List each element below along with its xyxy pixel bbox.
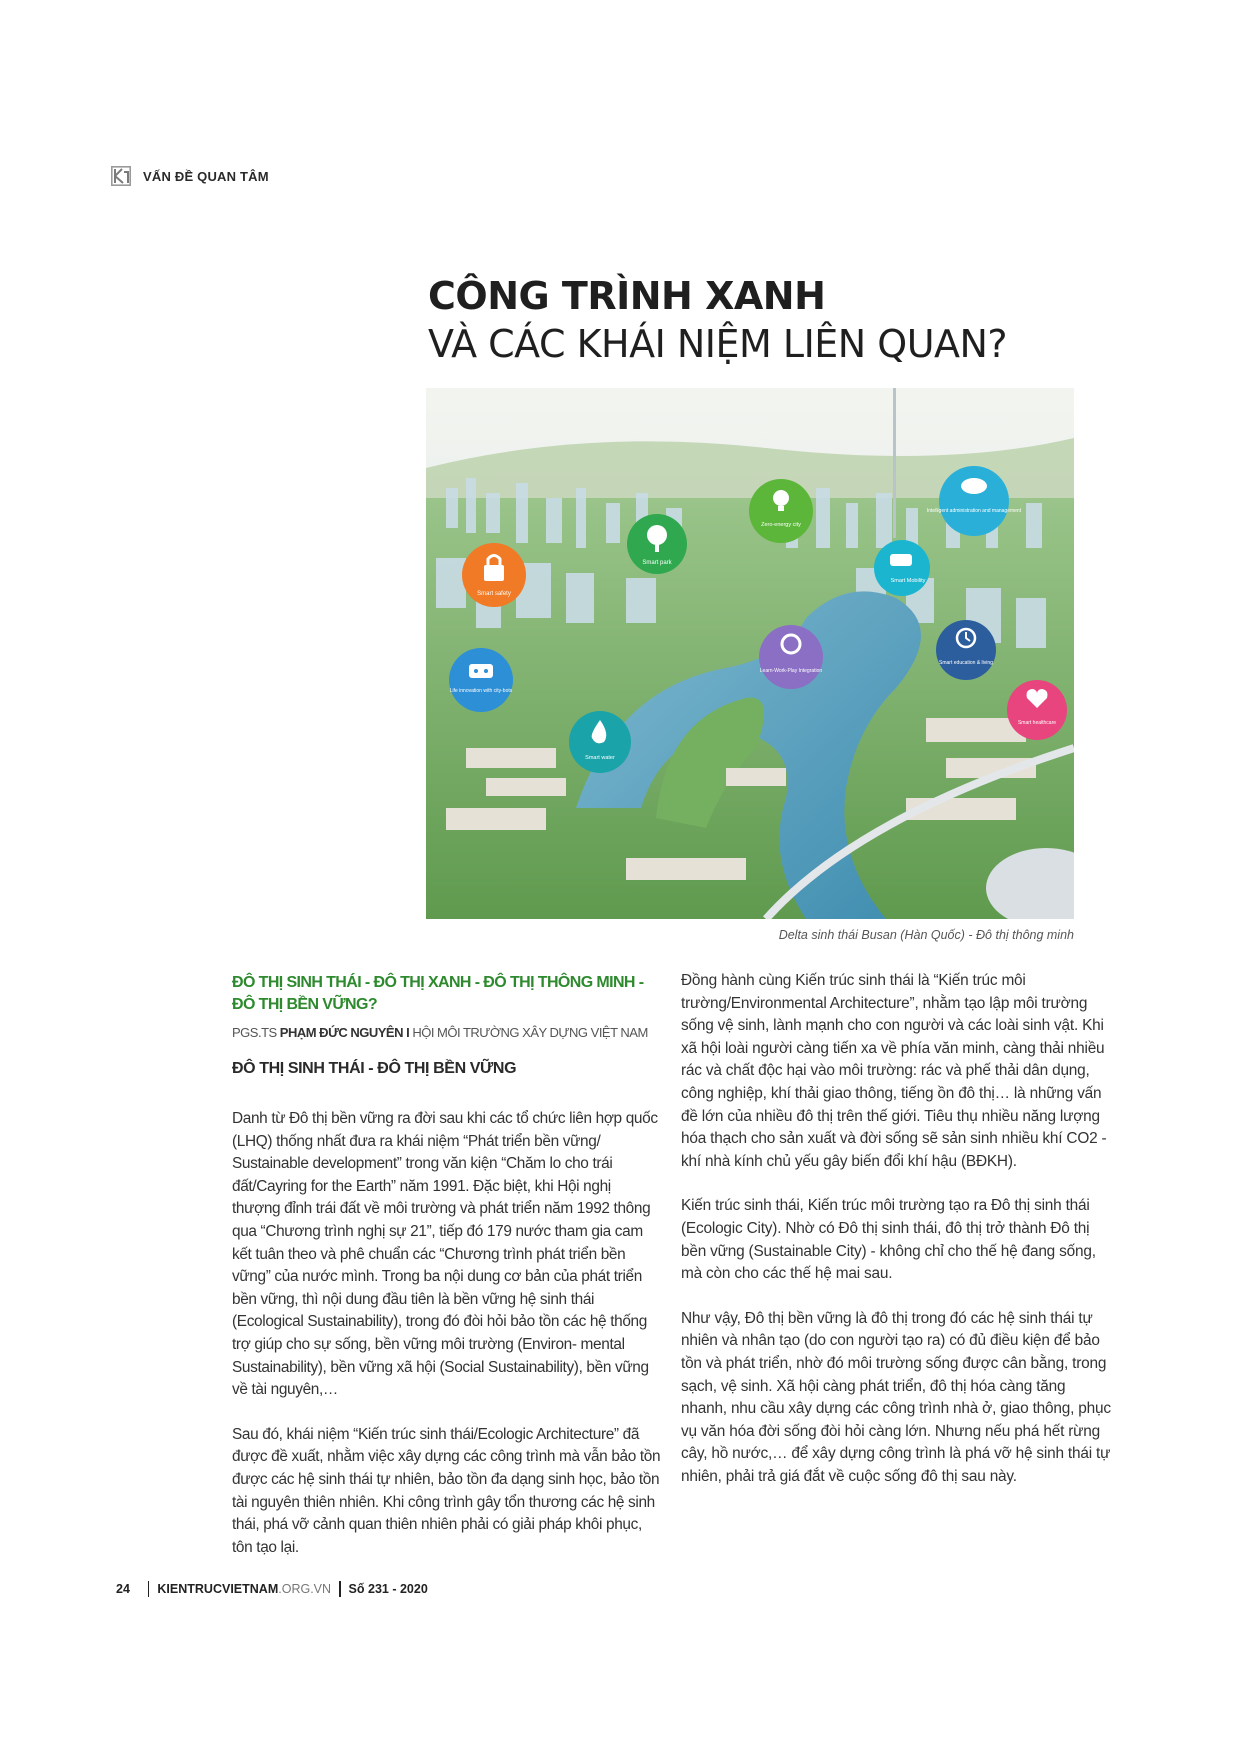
hero-image xyxy=(426,388,1074,919)
pin-label: Intelligent administration and management xyxy=(926,508,1022,514)
page-number: 24 xyxy=(116,1582,130,1596)
author-affiliation: HỘI MÔI TRƯỜNG XÂY DỰNG VIỆT NAM xyxy=(409,1025,648,1040)
pin-smart-park xyxy=(627,514,687,574)
footer-divider xyxy=(148,1581,150,1597)
pin-zero-energy-city xyxy=(749,479,813,543)
author-name: PHẠM ĐỨC NGUYÊN I xyxy=(279,1025,410,1040)
footer-divider xyxy=(339,1581,341,1597)
pin-label: Smart water xyxy=(585,755,615,761)
site-domain: .ORG.VN xyxy=(278,1582,332,1596)
author-prefix: PGS.TS xyxy=(232,1025,280,1040)
paragraph: Kiến trúc sinh thái, Kiến trúc môi trường tạo ra Đô thị sinh thái (Ecologic City). Nhờ có Đô thị sinh thái, đô thị trở thành Đô thị bền vững (Sustainable City) - không chỉ cho thế hệ đang sống, mà còn cho các thế hệ mai sau. xyxy=(681,1197,1096,1283)
paragraph: Sau đó, khái niệm “Kiến trúc sinh thái/Ecologic Architecture” đã được đề xuất, nhằm việc xây dựng các công trình mà vẫn bảo tồn được các hệ sinh thái tự nhiên, bảo tồn đa dạng sinh học, bảo tồn tài nguyên thiên nhiên. Khi công trình gây tổn thương các hệ sinh thái, phá vỡ cảnh quan thiên nhiên phải có giải pháp khôi phục, tôn tạo lại. xyxy=(232,1425,661,1556)
magazine-logo-icon xyxy=(111,166,131,186)
paragraph: Danh từ Đô thị bền vững ra đời sau khi các tổ chức liên hợp quốc (LHQ) thống nhất đưa ra khái niệm “Phát triển bền vững/ Sustainable development” trong văn kiện “Chăm lo cho trái đất/Cayring for the Earth” năm 1991. Đặc biệt, khi Hội nghị thượng đỉnh trái đất về môi trường và phát triển năm 1992 thông qua “Chương trình nghị sự 21”, tiếp đó 179 nước tham gia cam kết tuân theo và phê chuẩn các “Chương trình phát triển bền vững” của nước mình. Trong ba nội dung cơ bản của phát triển bền vững, thì nội dung đầu tiên là bền vững hệ sinh thái (Ecological Sustainability), trong đó đòi hỏi bảo tồn các hệ thống trợ giúp cho sự sống, bền vững môi trường (Environ- mental Sustainability), bền vững xã hội (Social Sustainability), bền vững về tài nguyên,… xyxy=(232,1110,658,1399)
pin-smart-water xyxy=(569,711,631,773)
body-column-right xyxy=(681,970,1111,1510)
pin-label: Learn-Work-Play Integration xyxy=(759,668,823,674)
pin-label: Smart park xyxy=(642,560,672,566)
section-label: VẤN ĐỀ QUAN TÂM xyxy=(143,168,269,184)
pin-label: Smart safety xyxy=(477,591,511,597)
pin-label: Smart Mobility xyxy=(890,578,926,584)
pin-smart-healthcare xyxy=(1007,680,1067,740)
site-name: KIENTRUCVIETNAM xyxy=(157,1582,279,1596)
body-column-left xyxy=(232,1108,662,1581)
footer-site xyxy=(157,1582,331,1596)
article-title xyxy=(428,272,1007,368)
byline xyxy=(232,1025,662,1040)
pin-label: Zero-energy city xyxy=(761,522,801,528)
pin-label: Smart healthcare xyxy=(1017,720,1057,726)
pin-label: Smart education & living xyxy=(939,660,993,666)
title-line-2: VÀ CÁC KHÁI NIỆM LIÊN QUAN? xyxy=(428,322,1008,366)
issue-number: Số 231 - 2020 xyxy=(348,1582,428,1596)
title-line-1: CÔNG TRÌNH XANH xyxy=(428,274,826,318)
pin-smart-safety xyxy=(462,543,526,607)
section-header xyxy=(111,166,269,186)
pin-smart-education-living xyxy=(936,620,996,680)
page-footer xyxy=(116,1581,428,1597)
article-kicker: ĐÔ THỊ SINH THÁI - ĐÔ THỊ XANH - ĐÔ THỊ THÔNG MINH - ĐÔ THỊ BỀN VỮNG? xyxy=(232,974,644,1013)
pin-learn-work-play xyxy=(759,625,823,689)
pin-life-innovation-city-bots xyxy=(449,648,513,712)
figure-caption: Delta sinh thái Busan (Hàn Quốc) - Đô thị thông minh xyxy=(778,928,1074,942)
paragraph: Đồng hành cùng Kiến trúc sinh thái là “Kiến trúc môi trường/Environmental Architecture”, nhằm tạo lập môi trường sống vệ sinh, lành mạnh cho con người và các loài sinh vật. Khi xã hội loài người càng tiến xa về phía văn minh, càng thải nhiều rác và chất độc hại vào môi trường: rác và phế thải dân dụng, công nghiệp, khí thải giao thông, tiếng ồn đô thị… là những vấn đề lớn của nhiều đô thị trên thế giới. Tiêu thụ nhiều năng lượng hóa thạch cho sản xuất và đời sống sẽ sản sinh nhiều khí CO2 - khí nhà kính chủ yếu gây biến đổi khí hậu (BĐKH). xyxy=(681,972,1107,1170)
pin-label: Life innovation with city-bots xyxy=(449,688,513,694)
pin-smart-mobility xyxy=(874,540,930,596)
paragraph: Như vậy, Đô thị bền vững là đô thị trong đó các hệ sinh thái tự nhiên và nhân tạo (do con người tạo ra) có đủ điều kiện để bảo tồn và phát triển, nhờ đó môi trường sống được cân bằng, trong sạch, vệ sinh. Xã hội càng phát triển, đô thị hóa càng tăng nhanh, nhu cầu xây dựng các công trình nhà ở, giao thông, phục vụ văn hóa đời sống đòi hỏi càng lớn. Nhưng nếu phá hết rừng cây, hồ nước,… để xây dựng công trình là phá vỡ hệ sinh thái tự nhiên, phải trả giá đắt về cuộc sống đô thị sau này. xyxy=(681,1309,1111,1485)
section-subhead: ĐÔ THỊ SINH THÁI - ĐÔ THỊ BỀN VỮNG xyxy=(232,1060,517,1077)
